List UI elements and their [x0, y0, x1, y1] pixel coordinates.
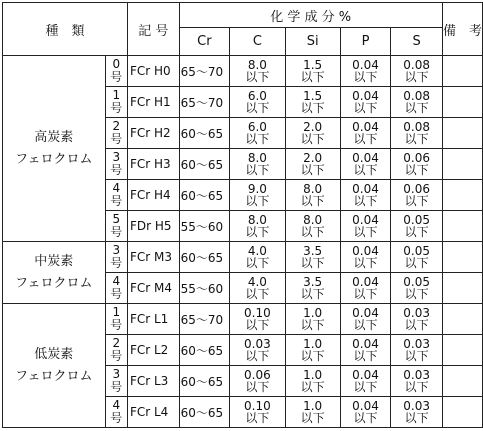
s-cell: [391, 118, 443, 149]
si-cell-below-label: 以下: [300, 349, 325, 363]
p-cell: [340, 149, 391, 180]
s-cell: [391, 87, 443, 118]
c-cell-value: 9.0: [247, 182, 267, 196]
grade-group-line2: フェロクロム: [15, 151, 93, 167]
p-cell-below-label: 以下: [353, 318, 378, 332]
grade-group-line1: 中炭素: [34, 253, 74, 269]
grade-number-suffix: 号: [110, 411, 123, 425]
si-cell: [285, 304, 340, 335]
grade-number: [105, 180, 127, 211]
c-cell-below-label: 以下: [245, 194, 270, 208]
grade-number-suffix: 号: [110, 349, 123, 363]
p-cell-value: 0.04: [352, 244, 379, 258]
remarks-cell: [442, 304, 482, 335]
s-cell-value: 0.08: [403, 120, 430, 134]
si-cell: [285, 273, 340, 304]
c-cell: [230, 149, 285, 180]
header-c: C: [230, 28, 285, 56]
cr-cell: 60〜65: [179, 397, 230, 428]
si-cell-value: 2.0: [303, 120, 323, 134]
si-cell-below-label: 以下: [300, 411, 325, 425]
s-cell-value: 0.05: [403, 244, 430, 258]
grade-number: [105, 118, 127, 149]
table-row: [3, 56, 483, 87]
p-cell: [340, 335, 391, 366]
p-cell-below-label: 以下: [353, 132, 378, 146]
header-row: [3, 3, 483, 28]
si-cell: [285, 118, 340, 149]
grade-group-name: [3, 242, 106, 304]
si-cell-below-label: 以下: [300, 256, 325, 270]
c-cell-value: 8.0: [247, 151, 267, 165]
grade-number-digit: 3: [112, 243, 121, 257]
s-cell-value: 0.03: [403, 399, 430, 413]
grade-number-digit: 3: [112, 150, 121, 164]
s-cell-below-label: 以下: [404, 256, 429, 270]
c-cell-value: 6.0: [247, 120, 267, 134]
c-cell-below-label: 以下: [245, 411, 270, 425]
s-cell-below-label: 以下: [404, 380, 429, 394]
header-s: S: [391, 28, 443, 56]
si-cell: [285, 366, 340, 397]
s-cell: [391, 56, 443, 87]
p-cell-below-label: 以下: [353, 380, 378, 394]
c-cell-value: 4.0: [247, 275, 267, 289]
si-cell: [285, 397, 340, 428]
si-cell-value: 1.0: [303, 337, 323, 351]
s-cell-value: 0.06: [403, 182, 430, 196]
cr-cell: 65〜70: [179, 87, 230, 118]
s-cell-below-label: 以下: [404, 194, 429, 208]
symbol-cell: FCr H2: [127, 118, 179, 149]
remarks-cell: [442, 211, 482, 242]
si-cell-below-label: 以下: [300, 194, 325, 208]
si-cell: [285, 56, 340, 87]
c-cell-below-label: 以下: [245, 256, 270, 270]
grade-number-suffix: 号: [110, 225, 123, 239]
s-cell-value: 0.03: [403, 306, 430, 320]
grade-number: [105, 87, 127, 118]
s-cell: [391, 149, 443, 180]
remarks-cell: [442, 397, 482, 428]
si-cell-value: 1.0: [303, 306, 323, 320]
remarks-cell: [442, 335, 482, 366]
grade-number-digit: 3: [112, 367, 121, 381]
c-cell: [230, 87, 285, 118]
p-cell-value: 0.04: [352, 151, 379, 165]
si-cell-below-label: 以下: [300, 380, 325, 394]
grade-number-suffix: 号: [110, 163, 123, 177]
c-cell: [230, 118, 285, 149]
si-cell: [285, 87, 340, 118]
c-cell-below-label: 以下: [245, 101, 270, 115]
grade-number-digit: 4: [112, 398, 121, 412]
grade-group-line1: 高炭素: [34, 129, 74, 145]
grade-number: [105, 397, 127, 428]
grade-number-digit: 2: [112, 119, 121, 133]
grade-number-digit: 4: [112, 181, 121, 195]
grade-group-name: [3, 56, 106, 242]
symbol-cell: FCr H0: [127, 56, 179, 87]
c-cell-value: 6.0: [247, 89, 267, 103]
p-cell-value: 0.04: [352, 368, 379, 382]
remarks-cell: [442, 273, 482, 304]
cr-cell: 60〜65: [179, 335, 230, 366]
c-cell: [230, 273, 285, 304]
remarks-cell: [442, 366, 482, 397]
p-cell-below-label: 以下: [353, 411, 378, 425]
c-cell-value: 4.0: [247, 244, 267, 258]
grade-number: [105, 56, 127, 87]
spec-table-container: [2, 2, 483, 428]
cr-cell: 60〜65: [179, 366, 230, 397]
s-cell-below-label: 以下: [404, 349, 429, 363]
s-cell-value: 0.03: [403, 368, 430, 382]
s-cell-below-label: 以下: [404, 132, 429, 146]
grade-number: [105, 273, 127, 304]
grade-number-digit: 1: [112, 305, 121, 319]
si-cell: [285, 242, 340, 273]
si-cell: [285, 149, 340, 180]
c-cell: [230, 180, 285, 211]
p-cell-below-label: 以下: [353, 349, 378, 363]
si-cell-value: 1.5: [303, 89, 323, 103]
p-cell-value: 0.04: [352, 306, 379, 320]
si-cell-below-label: 以下: [300, 101, 325, 115]
p-cell: [340, 211, 391, 242]
grade-number: [105, 149, 127, 180]
c-cell-value: 0.06: [244, 368, 271, 382]
p-cell: [340, 87, 391, 118]
s-cell-value: 0.05: [403, 213, 430, 227]
c-cell-value: 8.0: [247, 213, 267, 227]
header-p: P: [340, 28, 391, 56]
s-cell-value: 0.08: [403, 58, 430, 72]
c-cell: [230, 56, 285, 87]
s-cell: [391, 273, 443, 304]
ferrochrome-spec-table: [2, 2, 483, 428]
cr-cell: 65〜70: [179, 304, 230, 335]
c-cell-value: 0.03: [244, 337, 271, 351]
symbol-cell: FCr L3: [127, 366, 179, 397]
si-cell-value: 1.0: [303, 399, 323, 413]
s-cell-below-label: 以下: [404, 225, 429, 239]
grade-group-line1: 低炭素: [34, 346, 74, 362]
p-cell: [340, 366, 391, 397]
s-cell-below-label: 以下: [404, 318, 429, 332]
s-cell-value: 0.05: [403, 275, 430, 289]
c-cell-below-label: 以下: [245, 225, 270, 239]
p-cell-below-label: 以下: [353, 194, 378, 208]
symbol-cell: FCr M3: [127, 242, 179, 273]
grade-number-suffix: 号: [110, 256, 123, 270]
cr-cell: 60〜65: [179, 118, 230, 149]
symbol-cell: FCr M4: [127, 273, 179, 304]
p-cell-below-label: 以下: [353, 163, 378, 177]
p-cell-value: 0.04: [352, 337, 379, 351]
s-cell: [391, 304, 443, 335]
cr-cell: 55〜60: [179, 273, 230, 304]
symbol-cell: FDr H5: [127, 211, 179, 242]
grade-group-line2: フェロクロム: [15, 368, 93, 384]
grade-group-line2: フェロクロム: [15, 275, 93, 291]
si-cell-value: 8.0: [303, 182, 323, 196]
cr-cell: 65〜70: [179, 56, 230, 87]
c-cell-value: 8.0: [247, 58, 267, 72]
c-cell-below-label: 以下: [245, 132, 270, 146]
grade-number-suffix: 号: [110, 194, 123, 208]
si-cell-value: 8.0: [303, 213, 323, 227]
p-cell-value: 0.04: [352, 120, 379, 134]
si-cell: [285, 211, 340, 242]
symbol-cell: FCr L4: [127, 397, 179, 428]
si-cell-below-label: 以下: [300, 70, 325, 84]
table-row: [3, 304, 483, 335]
grade-number-suffix: 号: [110, 380, 123, 394]
p-cell: [340, 304, 391, 335]
s-cell-value: 0.03: [403, 337, 430, 351]
header-composition: 化 学 成 分 %: [179, 3, 442, 28]
grade-number-suffix: 号: [110, 318, 123, 332]
cr-cell: 60〜65: [179, 149, 230, 180]
table-row: [3, 242, 483, 273]
c-cell-below-label: 以下: [245, 380, 270, 394]
s-cell-below-label: 以下: [404, 163, 429, 177]
p-cell: [340, 118, 391, 149]
grade-number: [105, 304, 127, 335]
grade-number: [105, 211, 127, 242]
grade-group-name: [3, 304, 106, 428]
symbol-cell: FCr H3: [127, 149, 179, 180]
header-symbol: 記 号: [127, 3, 179, 56]
c-cell: [230, 211, 285, 242]
s-cell: [391, 180, 443, 211]
cr-cell: 55〜60: [179, 211, 230, 242]
grade-number-suffix: 号: [110, 132, 123, 146]
grade-number-suffix: 号: [110, 101, 123, 115]
s-cell: [391, 366, 443, 397]
c-cell-below-label: 以下: [245, 287, 270, 301]
p-cell-below-label: 以下: [353, 70, 378, 84]
s-cell: [391, 242, 443, 273]
p-cell-value: 0.04: [352, 399, 379, 413]
p-cell: [340, 273, 391, 304]
c-cell: [230, 242, 285, 273]
remarks-cell: [442, 87, 482, 118]
c-cell-below-label: 以下: [245, 163, 270, 177]
p-cell-value: 0.04: [352, 213, 379, 227]
si-cell: [285, 335, 340, 366]
s-cell-below-label: 以下: [404, 411, 429, 425]
si-cell-below-label: 以下: [300, 287, 325, 301]
c-cell: [230, 366, 285, 397]
table-body: [3, 3, 483, 428]
c-cell-value: 0.10: [244, 306, 271, 320]
p-cell-value: 0.04: [352, 275, 379, 289]
p-cell-below-label: 以下: [353, 256, 378, 270]
grade-number: [105, 242, 127, 273]
p-cell-below-label: 以下: [353, 287, 378, 301]
symbol-cell: FCr H1: [127, 87, 179, 118]
header-si: Si: [285, 28, 340, 56]
s-cell-value: 0.06: [403, 151, 430, 165]
s-cell-below-label: 以下: [404, 70, 429, 84]
symbol-cell: FCr L2: [127, 335, 179, 366]
c-cell: [230, 335, 285, 366]
p-cell-below-label: 以下: [353, 101, 378, 115]
p-cell-value: 0.04: [352, 89, 379, 103]
header-remarks: 備 考: [442, 3, 482, 56]
grade-number-digit: 0: [112, 57, 121, 71]
p-cell: [340, 242, 391, 273]
p-cell: [340, 180, 391, 211]
c-cell-below-label: 以下: [245, 70, 270, 84]
si-cell-value: 3.5: [303, 275, 323, 289]
header-cr: Cr: [179, 28, 230, 56]
si-cell-value: 3.5: [303, 244, 323, 258]
c-cell-value: 0.10: [244, 399, 271, 413]
c-cell-below-label: 以下: [245, 349, 270, 363]
symbol-cell: FCr H4: [127, 180, 179, 211]
si-cell: [285, 180, 340, 211]
s-cell: [391, 335, 443, 366]
s-cell: [391, 211, 443, 242]
si-cell-below-label: 以下: [300, 225, 325, 239]
remarks-cell: [442, 180, 482, 211]
p-cell: [340, 397, 391, 428]
c-cell: [230, 397, 285, 428]
p-cell: [340, 56, 391, 87]
p-cell-value: 0.04: [352, 58, 379, 72]
grade-number: [105, 335, 127, 366]
c-cell: [230, 304, 285, 335]
grade-number: [105, 366, 127, 397]
remarks-cell: [442, 149, 482, 180]
si-cell-value: 2.0: [303, 151, 323, 165]
remarks-cell: [442, 56, 482, 87]
si-cell-below-label: 以下: [300, 132, 325, 146]
p-cell-below-label: 以下: [353, 225, 378, 239]
grade-number-suffix: 号: [110, 70, 123, 84]
s-cell-value: 0.08: [403, 89, 430, 103]
p-cell-value: 0.04: [352, 182, 379, 196]
si-cell-value: 1.0: [303, 368, 323, 382]
cr-cell: 60〜65: [179, 242, 230, 273]
symbol-cell: FCr L1: [127, 304, 179, 335]
s-cell-below-label: 以下: [404, 287, 429, 301]
remarks-cell: [442, 242, 482, 273]
grade-number-digit: 2: [112, 336, 121, 350]
si-cell-below-label: 以下: [300, 163, 325, 177]
si-cell-below-label: 以下: [300, 318, 325, 332]
header-kind: 種 類: [3, 3, 128, 56]
remarks-cell: [442, 118, 482, 149]
grade-number-suffix: 号: [110, 287, 123, 301]
c-cell-below-label: 以下: [245, 318, 270, 332]
grade-number-digit: 4: [112, 274, 121, 288]
grade-number-digit: 5: [112, 212, 121, 226]
cr-cell: 60〜65: [179, 180, 230, 211]
si-cell-value: 1.5: [303, 58, 323, 72]
s-cell: [391, 397, 443, 428]
grade-number-digit: 1: [112, 88, 121, 102]
s-cell-below-label: 以下: [404, 101, 429, 115]
